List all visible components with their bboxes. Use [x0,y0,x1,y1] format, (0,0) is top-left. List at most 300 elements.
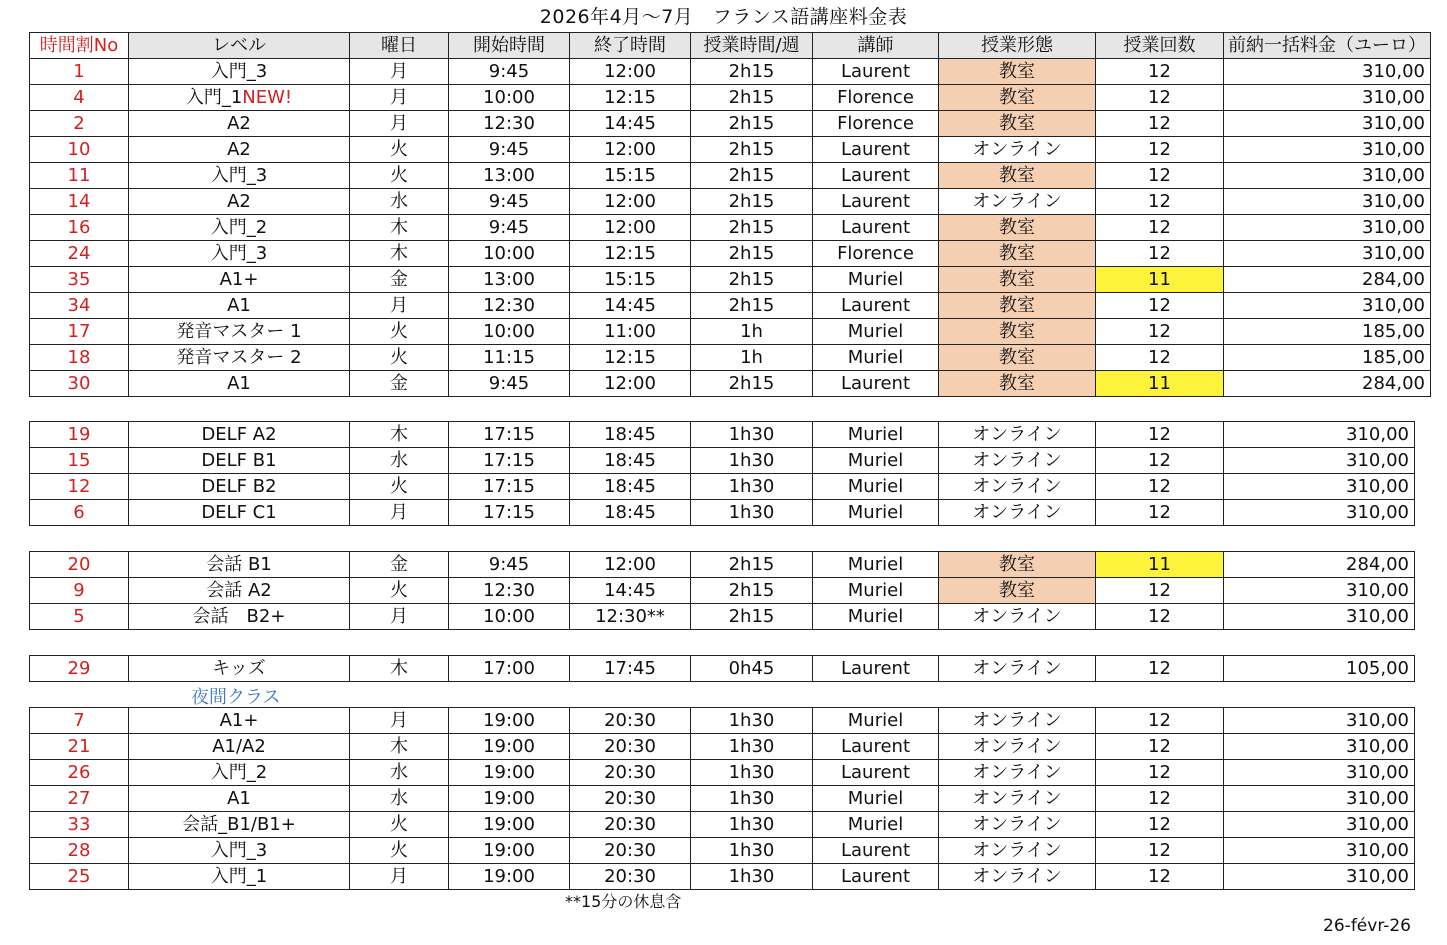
weekday-cell: 火 [350,137,449,163]
column-header-prepaid-fee: 前納一括料金（ユーロ） [1224,33,1431,59]
prepaid-fee-cell: 310,00 [1224,474,1415,500]
class-number-cell: 20 [30,552,129,578]
table-row [30,500,1415,526]
end-time-cell: 12:00 [570,552,691,578]
weekday-cell: 月 [350,500,449,526]
class-number-cell: 9 [30,578,129,604]
weekly-duration-cell: 2h15 [691,59,813,85]
class-format-cell: オンライン [939,474,1096,500]
start-time-cell: 19:00 [449,786,570,812]
weekly-duration-cell: 2h15 [691,111,813,137]
teacher-cell: Muriel [813,604,939,630]
prepaid-fee-cell: 310,00 [1224,604,1415,630]
end-time-cell: 20:30 [570,708,691,734]
teacher-cell: Laurent [813,760,939,786]
teacher-cell: Laurent [813,137,939,163]
lesson-count-cell: 12 [1096,864,1224,890]
start-time-cell: 19:00 [449,812,570,838]
weekday-cell: 月 [350,59,449,85]
level-cell: A2 [129,111,350,137]
level-cell: 発音マスター 2 [129,345,350,371]
lesson-count-cell: 12 [1096,578,1224,604]
schedule-table-daytime [29,32,1431,397]
table-row [30,189,1431,215]
prepaid-fee-cell: 284,00 [1224,267,1431,293]
teacher-cell: Florence [813,85,939,111]
table-row [30,474,1415,500]
class-format-cell: オンライン [939,734,1096,760]
class-number-cell: 24 [30,241,129,267]
end-time-cell: 20:30 [570,812,691,838]
prepaid-fee-cell: 185,00 [1224,345,1431,371]
table-header-row [30,33,1431,59]
weekday-cell: 金 [350,371,449,397]
weekday-cell: 火 [350,812,449,838]
schedule-table-conversation [29,551,1415,630]
level-cell: 入門_3 [129,838,350,864]
class-format-cell: オンライン [939,812,1096,838]
weekly-duration-cell: 1h30 [691,708,813,734]
table-row [30,345,1431,371]
start-time-cell: 17:15 [449,422,570,448]
class-number-cell: 16 [30,215,129,241]
weekly-duration-cell: 2h15 [691,552,813,578]
end-time-cell: 18:45 [570,422,691,448]
lesson-count-cell: 12 [1096,760,1224,786]
teacher-cell: Laurent [813,371,939,397]
class-format-cell: 教室 [939,293,1096,319]
teacher-cell: Muriel [813,267,939,293]
end-time-cell: 12:00 [570,371,691,397]
class-format-cell: 教室 [939,267,1096,293]
weekday-cell: 木 [350,656,449,682]
class-number-cell: 4 [30,85,129,111]
class-number-cell: 35 [30,267,129,293]
class-format-cell: 教室 [939,319,1096,345]
weekday-cell: 金 [350,552,449,578]
class-format-cell: 教室 [939,552,1096,578]
class-number-cell: 27 [30,786,129,812]
class-number-cell: 25 [30,864,129,890]
weekly-duration-cell: 2h15 [691,215,813,241]
new-badge: NEW! [242,87,293,108]
start-time-cell: 12:30 [449,578,570,604]
weekday-cell: 水 [350,448,449,474]
level-cell: DELF A2 [129,422,350,448]
class-format-cell: 教室 [939,241,1096,267]
level-text: 入門_1 [185,87,243,108]
end-time-cell: 11:00 [570,319,691,345]
end-time-cell: 14:45 [570,578,691,604]
class-format-cell: 教室 [939,111,1096,137]
weekday-cell: 木 [350,422,449,448]
end-time-cell: 12:30** [570,604,691,630]
level-cell: A1 [129,293,350,319]
lesson-count-cell: 12 [1096,474,1224,500]
weekly-duration-cell: 1h30 [691,812,813,838]
class-number-cell: 30 [30,371,129,397]
weekly-duration-cell: 2h15 [691,293,813,319]
prepaid-fee-cell: 310,00 [1224,111,1431,137]
weekly-duration-cell: 2h15 [691,604,813,630]
teacher-cell: Muriel [813,500,939,526]
level-cell: 会話 A2 [129,578,350,604]
prepaid-fee-cell: 284,00 [1224,552,1415,578]
weekday-cell: 木 [350,241,449,267]
class-number-cell: 10 [30,137,129,163]
weekly-duration-cell: 1h [691,319,813,345]
document-date: 26-févr-26 [1323,916,1411,936]
class-format-cell: オンライン [939,448,1096,474]
weekday-cell: 火 [350,345,449,371]
end-time-cell: 15:15 [570,267,691,293]
weekday-cell: 木 [350,215,449,241]
teacher-cell: Muriel [813,812,939,838]
teacher-cell: Muriel [813,552,939,578]
weekly-duration-cell: 2h15 [691,241,813,267]
weekday-cell: 月 [350,708,449,734]
weekday-cell: 火 [350,163,449,189]
weekly-duration-cell: 2h15 [691,85,813,111]
lesson-count-cell: 12 [1096,189,1224,215]
lesson-count-cell: 12 [1096,708,1224,734]
end-time-cell: 14:45 [570,111,691,137]
prepaid-fee-cell: 310,00 [1224,708,1415,734]
weekday-cell: 火 [350,838,449,864]
level-cell: キッズ [129,656,350,682]
prepaid-fee-cell: 105,00 [1224,656,1415,682]
prepaid-fee-cell: 310,00 [1224,838,1415,864]
teacher-cell: Laurent [813,163,939,189]
weekly-duration-cell: 2h15 [691,267,813,293]
weekly-duration-cell: 1h30 [691,786,813,812]
level-cell: DELF B1 [129,448,350,474]
class-number-cell: 14 [30,189,129,215]
column-header-lesson-count: 授業回数 [1096,33,1224,59]
start-time-cell: 11:15 [449,345,570,371]
start-time-cell: 9:45 [449,552,570,578]
class-number-cell: 11 [30,163,129,189]
class-number-cell: 34 [30,293,129,319]
table-row [30,864,1415,890]
start-time-cell: 10:00 [449,604,570,630]
table-row [30,241,1431,267]
prepaid-fee-cell: 310,00 [1224,59,1431,85]
weekly-duration-cell: 1h [691,345,813,371]
level-cell: A1 [129,786,350,812]
schedule-table-evening [29,707,1415,890]
lesson-count-cell: 12 [1096,59,1224,85]
prepaid-fee-cell: 185,00 [1224,319,1431,345]
class-format-cell: オンライン [939,786,1096,812]
table-row [30,448,1415,474]
class-format-cell: オンライン [939,760,1096,786]
end-time-cell: 18:45 [570,500,691,526]
end-time-cell: 18:45 [570,448,691,474]
lesson-count-cell: 12 [1096,500,1224,526]
table-row [30,293,1431,319]
weekday-cell: 水 [350,760,449,786]
table-row [30,85,1431,111]
table-row [30,59,1431,85]
teacher-cell: Muriel [813,578,939,604]
lesson-count-cell: 12 [1096,734,1224,760]
level-cell: 入門_3 [129,163,350,189]
start-time-cell: 13:00 [449,267,570,293]
weekly-duration-cell: 2h15 [691,371,813,397]
end-time-cell: 12:15 [570,241,691,267]
lesson-count-cell: 12 [1096,812,1224,838]
end-time-cell: 12:15 [570,345,691,371]
level-cell: 入門_2 [129,215,350,241]
class-number-cell: 1 [30,59,129,85]
prepaid-fee-cell: 310,00 [1224,500,1415,526]
weekday-cell: 月 [350,293,449,319]
class-number-cell: 18 [30,345,129,371]
class-number-cell: 33 [30,812,129,838]
start-time-cell: 10:00 [449,85,570,111]
class-format-cell: 教室 [939,215,1096,241]
teacher-cell: Laurent [813,656,939,682]
start-time-cell: 13:00 [449,163,570,189]
class-number-cell: 6 [30,500,129,526]
schedule-table-kids [29,655,1415,682]
end-time-cell: 20:30 [570,864,691,890]
teacher-cell: Muriel [813,422,939,448]
teacher-cell: Muriel [813,448,939,474]
table-row [30,604,1415,630]
class-format-cell: 教室 [939,85,1096,111]
prepaid-fee-cell: 310,00 [1224,422,1415,448]
start-time-cell: 19:00 [449,734,570,760]
teacher-cell: Laurent [813,734,939,760]
page-title: 2026年4月〜7月 フランス語講座料金表 [539,6,908,28]
table-row [30,371,1431,397]
prepaid-fee-cell: 310,00 [1224,786,1415,812]
class-number-cell: 26 [30,760,129,786]
prepaid-fee-cell: 310,00 [1224,578,1415,604]
level-cell: 会話 B2+ [129,604,350,630]
prepaid-fee-cell: 310,00 [1224,215,1431,241]
prepaid-fee-cell: 310,00 [1224,293,1431,319]
start-time-cell: 17:00 [449,656,570,682]
start-time-cell: 9:45 [449,189,570,215]
lesson-count-cell: 12 [1096,786,1224,812]
weekday-cell: 月 [350,111,449,137]
table-row [30,578,1415,604]
prepaid-fee-cell: 310,00 [1224,137,1431,163]
prepaid-fee-cell: 310,00 [1224,163,1431,189]
level-cell [129,85,350,111]
end-time-cell: 15:15 [570,163,691,189]
teacher-cell: Muriel [813,345,939,371]
weekly-duration-cell: 2h15 [691,578,813,604]
level-cell: 入門_2 [129,760,350,786]
class-number-cell: 5 [30,604,129,630]
class-format-cell: 教室 [939,578,1096,604]
weekday-cell: 水 [350,786,449,812]
table-row [30,838,1415,864]
table-row [30,760,1415,786]
end-time-cell: 12:00 [570,215,691,241]
end-time-cell: 12:00 [570,137,691,163]
weekday-cell: 木 [350,734,449,760]
teacher-cell: Muriel [813,474,939,500]
class-format-cell: オンライン [939,838,1096,864]
class-format-cell: 教室 [939,163,1096,189]
table-row [30,708,1415,734]
lesson-count-cell: 12 [1096,241,1224,267]
lesson-count-cell: 12 [1096,656,1224,682]
schedule-table-delf [29,421,1415,526]
class-format-cell: オンライン [939,500,1096,526]
weekly-duration-cell: 1h30 [691,500,813,526]
table-row [30,137,1431,163]
class-format-cell: オンライン [939,864,1096,890]
start-time-cell: 12:30 [449,293,570,319]
table-row [30,656,1415,682]
start-time-cell: 10:00 [449,319,570,345]
end-time-cell: 18:45 [570,474,691,500]
lesson-count-cell: 11 [1096,267,1224,293]
lesson-count-cell: 12 [1096,111,1224,137]
class-number-cell: 2 [30,111,129,137]
level-cell: 会話 B1 [129,552,350,578]
weekly-duration-cell: 2h15 [691,163,813,189]
table-row [30,552,1415,578]
start-time-cell: 17:15 [449,448,570,474]
weekday-cell: 金 [350,267,449,293]
lesson-count-cell: 11 [1096,552,1224,578]
level-cell: 会話_B1/B1+ [129,812,350,838]
end-time-cell: 20:30 [570,734,691,760]
teacher-cell: Laurent [813,59,939,85]
weekly-duration-cell: 1h30 [691,474,813,500]
weekday-cell: 月 [350,85,449,111]
teacher-cell: Muriel [813,708,939,734]
class-format-cell: 教室 [939,345,1096,371]
teacher-cell: Laurent [813,864,939,890]
lesson-count-cell: 12 [1096,345,1224,371]
weekday-cell: 月 [350,864,449,890]
prepaid-fee-cell: 310,00 [1224,189,1431,215]
column-header-level: レベル [129,33,350,59]
start-time-cell: 19:00 [449,838,570,864]
table-row [30,319,1431,345]
class-format-cell: オンライン [939,137,1096,163]
prepaid-fee-cell: 310,00 [1224,760,1415,786]
column-header-start-time: 開始時間 [449,33,570,59]
weekly-duration-cell: 2h15 [691,137,813,163]
class-number-cell: 21 [30,734,129,760]
start-time-cell: 19:00 [449,760,570,786]
class-format-cell: オンライン [939,189,1096,215]
start-time-cell: 17:15 [449,474,570,500]
level-cell: 入門_3 [129,59,350,85]
end-time-cell: 20:30 [570,760,691,786]
weekday-cell: 火 [350,319,449,345]
teacher-cell: Muriel [813,786,939,812]
weekday-cell: 火 [350,474,449,500]
prepaid-fee-cell: 310,00 [1224,85,1431,111]
end-time-cell: 12:15 [570,85,691,111]
class-number-cell: 15 [30,448,129,474]
prepaid-fee-cell: 310,00 [1224,241,1431,267]
table-row [30,812,1415,838]
weekly-duration-cell: 1h30 [691,448,813,474]
table-row [30,215,1431,241]
teacher-cell: Laurent [813,293,939,319]
prepaid-fee-cell: 284,00 [1224,371,1431,397]
start-time-cell: 19:00 [449,864,570,890]
level-cell: 入門_3 [129,241,350,267]
class-number-cell: 17 [30,319,129,345]
level-cell: 入門_1 [129,864,350,890]
level-cell: DELF B2 [129,474,350,500]
table-row [30,422,1415,448]
level-cell: A1/A2 [129,734,350,760]
weekly-duration-cell: 1h30 [691,734,813,760]
level-cell: A1 [129,371,350,397]
prepaid-fee-cell: 310,00 [1224,864,1415,890]
teacher-cell: Laurent [813,215,939,241]
level-cell: A1+ [129,267,350,293]
class-number-cell: 19 [30,422,129,448]
end-time-cell: 14:45 [570,293,691,319]
level-cell: A1+ [129,708,350,734]
start-time-cell: 9:45 [449,371,570,397]
column-header-class-number: 時間割No [30,33,129,59]
table-row [30,734,1415,760]
end-time-cell: 12:00 [570,59,691,85]
lesson-count-cell: 11 [1096,371,1224,397]
class-number-cell: 12 [30,474,129,500]
evening-classes-label: 夜間クラス [191,687,281,708]
teacher-cell: Florence [813,111,939,137]
table-row [30,267,1431,293]
lesson-count-cell: 12 [1096,215,1224,241]
weekly-duration-cell: 1h30 [691,838,813,864]
class-format-cell: 教室 [939,371,1096,397]
level-cell: A2 [129,189,350,215]
lesson-count-cell: 12 [1096,85,1224,111]
column-header-end-time: 終了時間 [570,33,691,59]
prepaid-fee-cell: 310,00 [1224,812,1415,838]
level-cell: DELF C1 [129,500,350,526]
lesson-count-cell: 12 [1096,604,1224,630]
start-time-cell: 10:00 [449,241,570,267]
lesson-count-cell: 12 [1096,163,1224,189]
lesson-count-cell: 12 [1096,838,1224,864]
table-row [30,163,1431,189]
start-time-cell: 9:45 [449,59,570,85]
lesson-count-cell: 12 [1096,448,1224,474]
table-row [30,786,1415,812]
column-header-weekly-duration: 授業時間/週 [691,33,813,59]
weekly-duration-cell: 1h30 [691,760,813,786]
lesson-count-cell: 12 [1096,293,1224,319]
end-time-cell: 20:30 [570,838,691,864]
column-header-class-format: 授業形態 [939,33,1096,59]
class-format-cell: オンライン [939,708,1096,734]
teacher-cell: Muriel [813,319,939,345]
class-number-cell: 7 [30,708,129,734]
start-time-cell: 19:00 [449,708,570,734]
teacher-cell: Laurent [813,838,939,864]
end-time-cell: 12:00 [570,189,691,215]
weekday-cell: 火 [350,578,449,604]
level-cell: A2 [129,137,350,163]
